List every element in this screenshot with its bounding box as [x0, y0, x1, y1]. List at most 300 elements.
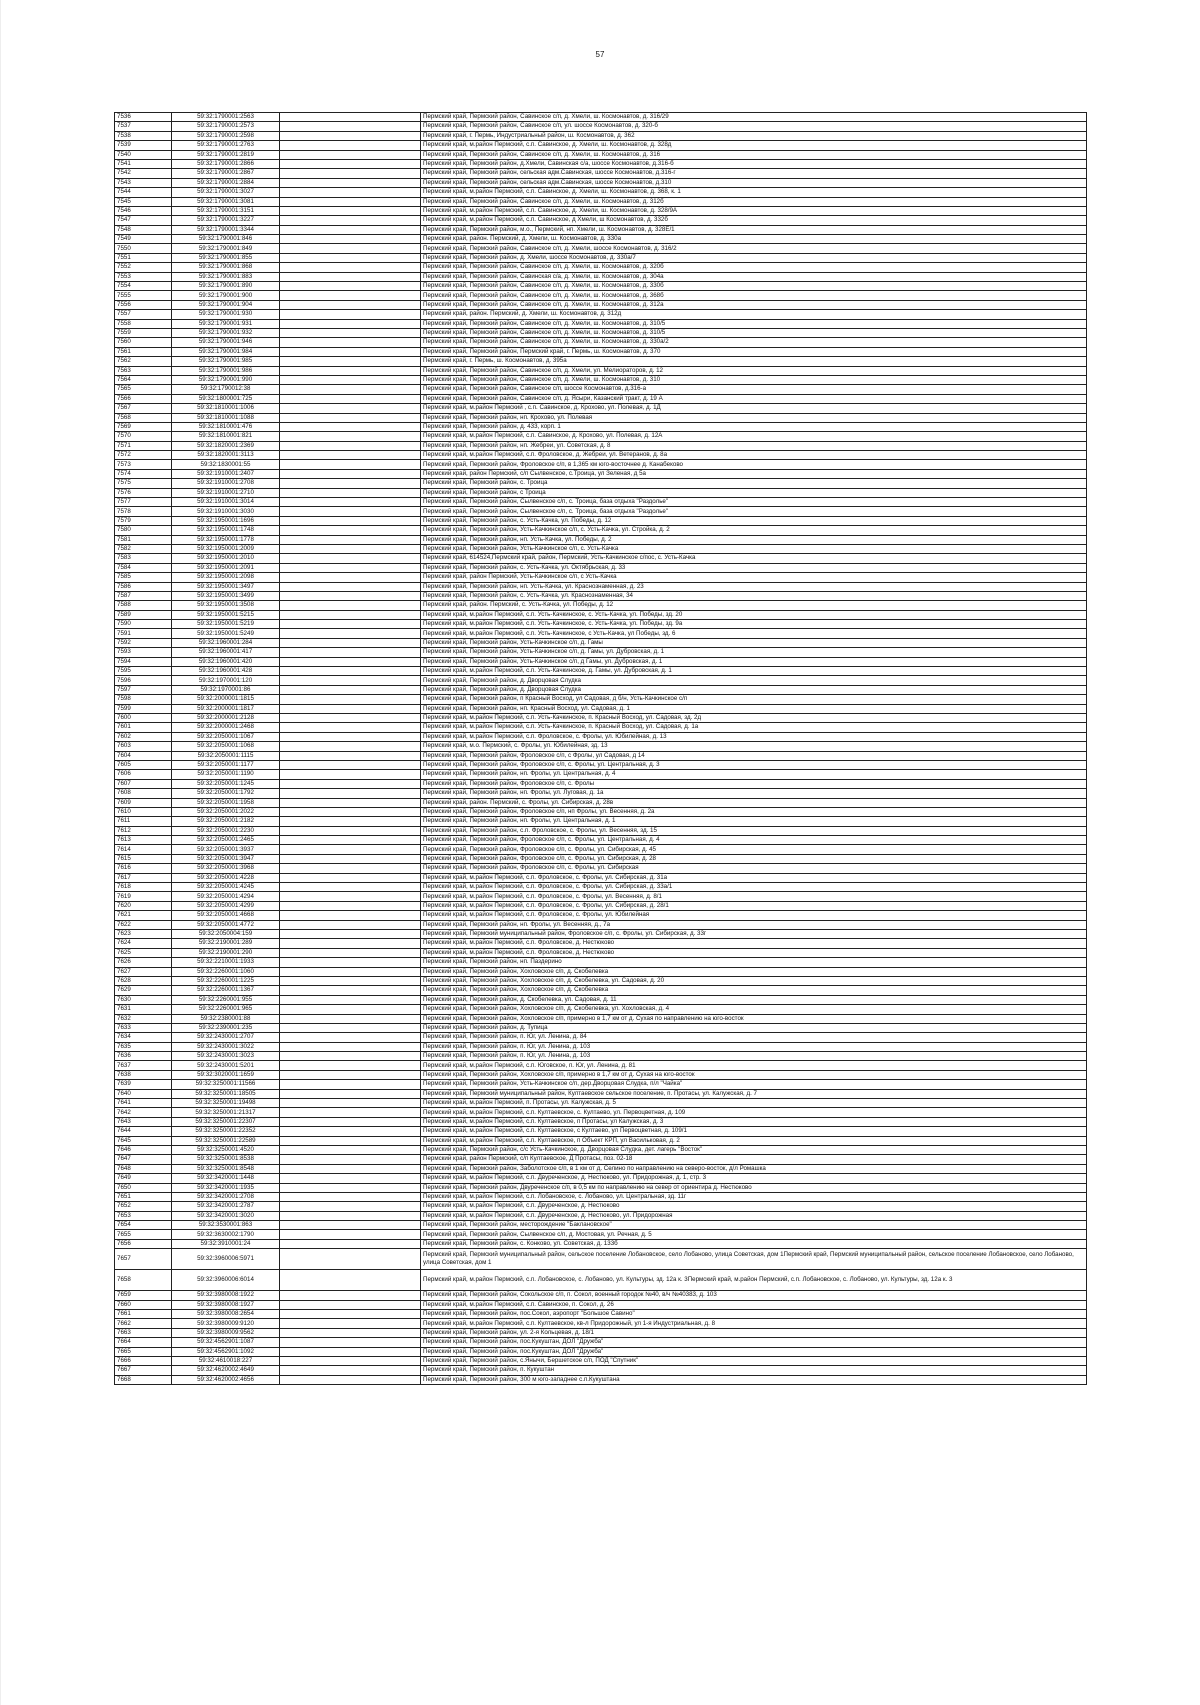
row-number: 7549 [115, 235, 172, 244]
table-row [115, 873, 1087, 882]
table-row [115, 272, 1087, 281]
cadastral-number: 59:32:1790001:2867 [172, 169, 280, 178]
row-number: 7593 [115, 648, 172, 657]
cadastral-number: 59:32:4610018:227 [172, 1357, 280, 1366]
row-number: 7545 [115, 197, 172, 206]
empty-cell [280, 967, 421, 976]
empty-cell [280, 582, 421, 591]
table-row [115, 385, 1087, 394]
row-number: 7552 [115, 263, 172, 272]
table-row [115, 845, 1087, 854]
table-row [115, 958, 1087, 967]
empty-cell [280, 460, 421, 469]
table-row [115, 836, 1087, 845]
table-row [115, 591, 1087, 600]
row-number: 7587 [115, 591, 172, 600]
empty-cell [280, 488, 421, 497]
cadastral-number: 59:32:4562901:1087 [172, 1338, 280, 1347]
address-cell: Пермский край, Пермский район, Фроловское с/п, в 1,365 км юго-восточнее д. Канабеково [421, 460, 1087, 469]
row-number: 7635 [115, 1042, 172, 1051]
address-cell: Пермский край, Пермский район, нп. Фролы, ул. Центральная, д. 1 [421, 817, 1087, 826]
table-row [115, 159, 1087, 168]
address-cell: Пермский край, Пермский район, д. Скобелевка, ул. Садовая, д. 11 [421, 995, 1087, 1004]
empty-cell [280, 1183, 421, 1192]
address-cell: Пермский край, м.район Пермский, с.п. Усть-Качкинское, п. Красный Восход, ул. Садовая, д. 1а [421, 723, 1087, 732]
cadastral-number: 59:32:2050001:2182 [172, 817, 280, 826]
table-row [115, 1145, 1087, 1154]
row-number: 7568 [115, 413, 172, 422]
row-number: 7548 [115, 225, 172, 234]
cadastral-number: 59:32:3250001:22589 [172, 1136, 280, 1145]
cadastral-number: 59:32:2050001:2022 [172, 807, 280, 816]
cadastral-number: 59:32:1950001:1748 [172, 526, 280, 535]
cadastral-number: 59:32:2050001:1958 [172, 798, 280, 807]
table-row [115, 1192, 1087, 1201]
cadastral-number: 59:32:1790001:904 [172, 300, 280, 309]
address-cell: Пермский край, м.район Пермский, с.п. Фроловское, с. Фролы, ул. Сибирская, д. 28/1 [421, 901, 1087, 910]
empty-cell [280, 150, 421, 159]
cadastral-number: 59:32:1950001:2009 [172, 544, 280, 553]
empty-cell [280, 1127, 421, 1136]
table-row [115, 1202, 1087, 1211]
cadastral-number: 59:32:3250001:8538 [172, 1155, 280, 1164]
cadastral-number: 59:32:3960006:6014 [172, 1270, 280, 1291]
cadastral-number: 59:32:1790001:3344 [172, 225, 280, 234]
cadastral-number: 59:32:2430001:3022 [172, 1042, 280, 1051]
cadastral-number: 59:32:3980008:2654 [172, 1310, 280, 1319]
row-number: 7663 [115, 1328, 172, 1337]
table-row [115, 563, 1087, 572]
table-row [115, 1221, 1087, 1230]
cadastral-number: 59:32:1950001:2010 [172, 554, 280, 563]
cadastral-number: 59:32:1790001:2763 [172, 141, 280, 150]
cadastral-number: 59:32:1790001:890 [172, 282, 280, 291]
register-table-body [115, 113, 1087, 1385]
empty-cell [280, 591, 421, 600]
row-number: 7613 [115, 836, 172, 845]
address-cell: Пермский край, Пермский район, нп. Крохово, ул. Полевая [421, 413, 1087, 422]
empty-cell [280, 817, 421, 826]
row-number: 7653 [115, 1211, 172, 1220]
address-cell: Пермский край, м.район Пермский, с.п. Савинское, д Хмели, ш Космонавтов, д. 332б [421, 216, 1087, 225]
row-number: 7589 [115, 610, 172, 619]
address-cell: Пермский край, м.район Пермский, с.п. Двуреченское, д. Нестюково, ул. Придорожная, д. 1, стр. 3 [421, 1174, 1087, 1183]
cadastral-number: 59:32:2050001:4294 [172, 892, 280, 901]
table-row [115, 206, 1087, 215]
address-cell: Пермский край, Пермский район, д. Дворцовая Слудка [421, 676, 1087, 685]
row-number: 7542 [115, 169, 172, 178]
address-cell: Пермский край, Пермский район, Сылвенское с/п, с. Троица, база отдыха "Раздолье" [421, 498, 1087, 507]
row-number: 7553 [115, 272, 172, 281]
table-row [115, 789, 1087, 798]
row-number: 7579 [115, 516, 172, 525]
row-number: 7666 [115, 1357, 172, 1366]
cadastral-number: 59:32:2050001:4299 [172, 901, 280, 910]
table-row [115, 1070, 1087, 1079]
row-number: 7537 [115, 122, 172, 131]
cadastral-number: 59:32:1950001:5215 [172, 610, 280, 619]
address-cell: Пермский край, Пермский район, пос.Сокол, аэропорт "Большое Савино" [421, 1310, 1087, 1319]
row-number: 7559 [115, 328, 172, 337]
cadastral-number: 59:32:3250001:4520 [172, 1145, 280, 1154]
table-row [115, 1310, 1087, 1319]
empty-cell [280, 1108, 421, 1117]
row-number: 7556 [115, 300, 172, 309]
address-cell: Пермский край, м.район Пермский, с.п. Усть-Качкинское, с. Усть-Качка, ул. Победы, зд. 9а [421, 620, 1087, 629]
row-number: 7605 [115, 760, 172, 769]
address-cell: Пермский край, Пермский район, Савинское с/п, д. Хмели, ш. Космонавтов, д. 330б [421, 282, 1087, 291]
cadastral-number: 59:32:2050001:4668 [172, 911, 280, 920]
scan-edge [0, 0, 1, 1705]
empty-cell [280, 742, 421, 751]
address-cell: Пермский край, Пермский район, ул. 2-я Кольцевая, д. 18/1 [421, 1328, 1087, 1337]
row-number: 7551 [115, 253, 172, 262]
cadastral-number: 59:32:3250001:22352 [172, 1127, 280, 1136]
empty-cell [280, 920, 421, 929]
address-cell: Пермский край, Пермский район, с Троица [421, 488, 1087, 497]
address-cell: Пермский край, Пермский район, пос.Кукуштан, ДОЛ "Дружба" [421, 1338, 1087, 1347]
cadastral-number: 59:32:2260001:955 [172, 995, 280, 1004]
address-cell: Пермский край, Пермский район, Сокольское с/п, п. Сокол, военный городок №40, в/ч №40383, д. 103 [421, 1291, 1087, 1300]
empty-cell [280, 986, 421, 995]
address-cell: Пермский край, Пермский район, Сылвенское с/п, д. Мостовая, ул. Речная, д. 5 [421, 1230, 1087, 1239]
cadastral-number: 59:32:1910001:3030 [172, 507, 280, 516]
table-row [115, 319, 1087, 328]
cadastral-number: 59:32:1950001:3497 [172, 582, 280, 591]
address-cell: Пермский край, Пермский район, Фроловское с/п, с. Фролы, ул. Центральная, д. 4 [421, 836, 1087, 845]
empty-cell [280, 300, 421, 309]
empty-cell [280, 883, 421, 892]
cadastral-number: 59:32:3980008:1927 [172, 1300, 280, 1309]
empty-cell [280, 394, 421, 403]
address-cell: Пермский край, Пермский район, Савинское с/п, д. Хмели, ш. Космонавтов, д. 310 [421, 375, 1087, 384]
cadastral-number: 59:32:3980009:9120 [172, 1319, 280, 1328]
row-number: 7620 [115, 901, 172, 910]
cadastral-number: 59:32:1970001:86 [172, 685, 280, 694]
row-number: 7639 [115, 1080, 172, 1089]
address-cell: Пермский край, Пермский район, Усть-Качкинское с/п, д Гамы, ул. Дубровская, д. 1 [421, 657, 1087, 666]
empty-cell [280, 235, 421, 244]
address-cell: Пермский край, Пермский район, п. Юг, ул. Ленина, д. 84 [421, 1033, 1087, 1042]
row-number: 7577 [115, 498, 172, 507]
empty-cell [280, 1155, 421, 1164]
table-row [115, 366, 1087, 375]
cadastral-number: 59:32:2050001:1115 [172, 751, 280, 760]
row-number: 7554 [115, 282, 172, 291]
table-row [115, 282, 1087, 291]
address-cell: Пермский край, Пермский район, Усть-Качкинское с/п, с. Усть-Качка, ул. Стройка, д. 2 [421, 526, 1087, 535]
empty-cell [280, 1089, 421, 1098]
cadastral-number: 59:32:1950001:2098 [172, 573, 280, 582]
empty-cell [280, 1099, 421, 1108]
empty-cell [280, 404, 421, 413]
cadastral-number: 59:32:1790001:990 [172, 375, 280, 384]
address-cell: Пермский край, Пермский район, д. Дворцовая Слудка [421, 685, 1087, 694]
row-number: 7636 [115, 1052, 172, 1061]
row-number: 7560 [115, 338, 172, 347]
row-number: 7606 [115, 770, 172, 779]
cadastral-number: 59:32:1790001:883 [172, 272, 280, 281]
address-cell: Пермский край, м.район Пермский, с.п. Фроловское, д. Нестюково [421, 948, 1087, 957]
empty-cell [280, 1192, 421, 1201]
table-row [115, 225, 1087, 234]
address-cell: Пермский край, Пермский район, Савинское с/п, д. Хмели, ш. Космонавтов, д. 310/5 [421, 328, 1087, 337]
address-cell: Пермский край, Пермский район, с/с Усть-Качкинское, д. Дворцовая Слудка, дет. лагерь "Восток" [421, 1145, 1087, 1154]
row-number: 7625 [115, 948, 172, 957]
empty-cell [280, 1042, 421, 1051]
row-number: 7665 [115, 1347, 172, 1356]
table-row [115, 507, 1087, 516]
empty-cell [280, 676, 421, 685]
row-number: 7557 [115, 310, 172, 319]
empty-cell [280, 648, 421, 657]
cadastral-number: 59:32:2050004:159 [172, 929, 280, 938]
empty-cell [280, 892, 421, 901]
table-row [115, 714, 1087, 723]
page-number: 57 [595, 50, 605, 59]
row-number: 7591 [115, 629, 172, 638]
empty-cell [280, 732, 421, 741]
row-number: 7569 [115, 422, 172, 431]
address-cell: Пермский край, Пермский район, Хохловское с/п, д. Скобелевка, ул. Садовая, д. 20 [421, 976, 1087, 985]
row-number: 7590 [115, 620, 172, 629]
table-row [115, 535, 1087, 544]
empty-cell [280, 1052, 421, 1061]
table-row [115, 178, 1087, 187]
address-cell: Пермский край, Пермский район, Савинское с/п, д. Хмели, ш. Космонавтов, д. 316/29 [421, 113, 1087, 122]
row-number: 7594 [115, 657, 172, 666]
address-cell: Пермский край, Пермский район, с. Усть-Качка, ул. Победы, д. 12 [421, 516, 1087, 525]
row-number: 7659 [115, 1291, 172, 1300]
table-row [115, 892, 1087, 901]
row-number: 7550 [115, 244, 172, 253]
address-cell: Пермский край, Пермский район, месторождение "Баклановское" [421, 1221, 1087, 1230]
row-number: 7621 [115, 911, 172, 920]
cadastral-number: 59:32:1910001:2407 [172, 469, 280, 478]
row-number: 7643 [115, 1117, 172, 1126]
row-number: 7547 [115, 216, 172, 225]
table-row [115, 901, 1087, 910]
empty-cell [280, 789, 421, 798]
address-cell: Пермский край, Пермский район, с. Троица [421, 479, 1087, 488]
empty-cell [280, 253, 421, 262]
empty-cell [280, 188, 421, 197]
empty-cell [280, 432, 421, 441]
cadastral-number: 59:32:1810001:476 [172, 422, 280, 431]
address-cell: Пермский край, Пермский район, Усть-Качкинское с/п, д. Гамы [421, 638, 1087, 647]
address-cell: Пермский край, Пермский район, нп. Фролы, ул. Центральная, д. 4 [421, 770, 1087, 779]
row-number: 7561 [115, 347, 172, 356]
row-number: 7661 [115, 1310, 172, 1319]
address-cell: Пермский край, Пермский район, нп. Паздерино [421, 958, 1087, 967]
table-row [115, 1005, 1087, 1014]
cadastral-number: 59:32:2050001:1177 [172, 760, 280, 769]
row-number: 7616 [115, 864, 172, 873]
cadastral-number: 59:32:2000001:2128 [172, 714, 280, 723]
cadastral-number: 59:32:1790001:3151 [172, 206, 280, 215]
table-row [115, 1117, 1087, 1126]
address-cell: Пермский край, Пермский район, 300 м юго-западнее с.п.Кукуштана [421, 1375, 1087, 1384]
register-table [114, 112, 1087, 1385]
row-number: 7595 [115, 667, 172, 676]
row-number: 7634 [115, 1033, 172, 1042]
empty-cell [280, 282, 421, 291]
table-row [115, 1366, 1087, 1375]
table-row [115, 1127, 1087, 1136]
address-cell: Пермский край, Пермский район, с.Янычи, Бершетское с/п, ПОД "Спутник" [421, 1357, 1087, 1366]
address-cell: Пермский край, Пермский район, Хохловское с/п, д. Скобелевка [421, 986, 1087, 995]
cadastral-number: 59:32:1790001:986 [172, 366, 280, 375]
cadastral-number: 59:32:2050001:4228 [172, 873, 280, 882]
table-row [115, 1319, 1087, 1328]
cadastral-number: 59:32:1950001:3499 [172, 591, 280, 600]
empty-cell [280, 1164, 421, 1173]
empty-cell [280, 620, 421, 629]
address-cell: Пермский край, Пермский район, Хохловское с/п, д. Скобелевка [421, 967, 1087, 976]
cadastral-number: 59:32:3630002:1790 [172, 1230, 280, 1239]
empty-cell [280, 1061, 421, 1070]
cadastral-number: 59:32:2430001:5201 [172, 1061, 280, 1070]
empty-cell [280, 760, 421, 769]
row-number: 7586 [115, 582, 172, 591]
address-cell: Пермский край, м.район Пермский, с.п. Усть-Качкинское, с. Усть-Качка, ул. Победы, зд. 20 [421, 610, 1087, 619]
cadastral-number: 59:32:1810001:821 [172, 432, 280, 441]
empty-cell [280, 1366, 421, 1375]
cadastral-number: 59:32:3250001:11566 [172, 1080, 280, 1089]
empty-cell [280, 1239, 421, 1248]
empty-cell [280, 714, 421, 723]
empty-cell [280, 413, 421, 422]
address-cell: Пермский край, Пермский район, с. Усть-Качка, ул. Октябрьская, д. 33 [421, 563, 1087, 572]
table-row [115, 122, 1087, 131]
cadastral-number: 59:32:1960001:417 [172, 648, 280, 657]
cadastral-number: 59:32:2050001:1245 [172, 779, 280, 788]
address-cell: Пермский край, г. Пермь, ш. Космонавтов, д. 395а [421, 357, 1087, 366]
address-cell: Пермский край, Пермский район, Фроловское с/п, с. Фролы, ул. Центральная, д. 3 [421, 760, 1087, 769]
table-row [115, 488, 1087, 497]
empty-cell [280, 1375, 421, 1384]
row-number: 7567 [115, 404, 172, 413]
cadastral-number: 59:32:1790001:2598 [172, 131, 280, 140]
address-cell: Пермский край, район Пермский, с/п Култаевское, Д Протасы, поз. 02-18 [421, 1155, 1087, 1164]
row-number: 7609 [115, 798, 172, 807]
table-row [115, 375, 1087, 384]
cadastral-number: 59:32:4562901:1092 [172, 1347, 280, 1356]
cadastral-number: 59:32:1790001:2563 [172, 113, 280, 122]
empty-cell [280, 695, 421, 704]
row-number: 7570 [115, 432, 172, 441]
empty-cell [280, 1338, 421, 1347]
cadastral-number: 59:32:3420001:1448 [172, 1174, 280, 1183]
address-cell: Пермский край, м.район Пермский, с.п. Култаевское, п Протасы, ул Калужская, д. 3 [421, 1117, 1087, 1126]
row-number: 7608 [115, 789, 172, 798]
empty-cell [280, 1270, 421, 1291]
row-number: 7578 [115, 507, 172, 516]
address-cell: Пермский край, Пермский район, нп. Жебреи, ул. Советская, д. 8 [421, 441, 1087, 450]
table-row [115, 1291, 1087, 1300]
table-row [115, 1375, 1087, 1384]
address-cell: Пермский край, м.район Пермский, с.п. Савинское, д. Хмели, ш. Космонавтов, д. 328/9А [421, 206, 1087, 215]
address-cell: Пермский край, м.район Пермский, с.п. Усть-Качкинское, д. Гамы, ул. Дубровская, д. 1 [421, 667, 1087, 676]
empty-cell [280, 328, 421, 337]
address-cell: Пермский край, Пермский район, Савинское с/п, шоссе Космонавтов, д.316-а [421, 385, 1087, 394]
address-cell: Пермский край, Пермский район, Фроловское с/п, с. Фролы, ул. Сибирская, д. 45 [421, 845, 1087, 854]
cadastral-number: 59:32:3530001:863 [172, 1221, 280, 1230]
empty-cell [280, 1249, 421, 1270]
address-cell: Пермский край, район Пермский, Усть-Качкинское с/п, с Усть-Качка [421, 573, 1087, 582]
empty-cell [280, 723, 421, 732]
address-cell: Пермский край, район. Пермский, с. Усть-Качка, ул. Победы, д. 12 [421, 601, 1087, 610]
empty-cell [280, 1070, 421, 1079]
empty-cell [280, 507, 421, 516]
cadastral-number: 59:32:1800001:725 [172, 394, 280, 403]
cadastral-number: 59:32:1790001:930 [172, 310, 280, 319]
table-row [115, 732, 1087, 741]
cadastral-number: 59:32:2050001:1067 [172, 732, 280, 741]
empty-cell [280, 526, 421, 535]
table-row [115, 1300, 1087, 1309]
table-row [115, 1061, 1087, 1070]
table-row [115, 883, 1087, 892]
address-cell: Пермский край, Пермский район, Хохловское с/п, д. Скобелевка, ул. Хохловская, д. 4 [421, 1005, 1087, 1014]
row-number: 7662 [115, 1319, 172, 1328]
table-row [115, 188, 1087, 197]
address-cell: Пермский край, Пермский район, нп. Красный Восход, ул. Садовая, д. 1 [421, 704, 1087, 713]
cadastral-number: 59:32:1950001:1778 [172, 535, 280, 544]
address-cell: Пермский край, район. Пермский, д. Хмели, ш. Космонавтов, д. 312д [421, 310, 1087, 319]
row-number: 7588 [115, 601, 172, 610]
empty-cell [280, 1014, 421, 1023]
row-number: 7618 [115, 883, 172, 892]
empty-cell [280, 1202, 421, 1211]
table-row [115, 695, 1087, 704]
row-number: 7580 [115, 526, 172, 535]
empty-cell [280, 854, 421, 863]
row-number: 7645 [115, 1136, 172, 1145]
address-cell: Пермский край, Пермский район, пос.Кукуштан, ДОЛ "Дружба" [421, 1347, 1087, 1356]
row-number: 7648 [115, 1164, 172, 1173]
cadastral-number: 59:32:1810001:1088 [172, 413, 280, 422]
table-row [115, 1230, 1087, 1239]
row-number: 7641 [115, 1099, 172, 1108]
row-number: 7582 [115, 544, 172, 553]
address-cell: Пермский край, м.район Пермский, с.п. Фроловское, с. Фролы, ул. Сибирская, д. 33а/1 [421, 883, 1087, 892]
row-number: 7612 [115, 826, 172, 835]
address-cell: Пермский край, Пермский район, Савинское с/п, д. Хмели, ш. Космонавтов, д. 330а/2 [421, 338, 1087, 347]
row-number: 7619 [115, 892, 172, 901]
row-number: 7573 [115, 460, 172, 469]
row-number: 7555 [115, 291, 172, 300]
address-cell: Пермский край, Пермский район, Фроловское с/п, с. Фролы, ул. Сибирская [421, 864, 1087, 873]
empty-cell [280, 845, 421, 854]
address-cell: Пермский край, м.район Пермский, с.п. Култаевское, п Объект КРП, ул Васильковая, д. 2 [421, 1136, 1087, 1145]
row-number: 7650 [115, 1183, 172, 1192]
row-number: 7611 [115, 817, 172, 826]
row-number: 7575 [115, 479, 172, 488]
cadastral-number: 59:32:3250001:18505 [172, 1089, 280, 1098]
row-number: 7600 [115, 714, 172, 723]
address-cell: Пермский край, Пермский район, Сылвенское с/п, с. Троица, база отдыха "Раздолье" [421, 507, 1087, 516]
cadastral-number: 59:32:2050001:1792 [172, 789, 280, 798]
cadastral-number: 59:32:1790001:849 [172, 244, 280, 253]
empty-cell [280, 347, 421, 356]
cadastral-number: 59:32:2430001:3023 [172, 1052, 280, 1061]
address-cell: Пермский край, Пермский район, Савинское с/п, д. Хмели, ш. Космонавтов, д. 320б [421, 263, 1087, 272]
address-cell: Пермский край, Пермский район, Фроловское с/п, с. Фролы [421, 779, 1087, 788]
cadastral-number: 59:32:2000001:2468 [172, 723, 280, 732]
empty-cell [280, 958, 421, 967]
cadastral-number: 59:32:1790001:3081 [172, 197, 280, 206]
